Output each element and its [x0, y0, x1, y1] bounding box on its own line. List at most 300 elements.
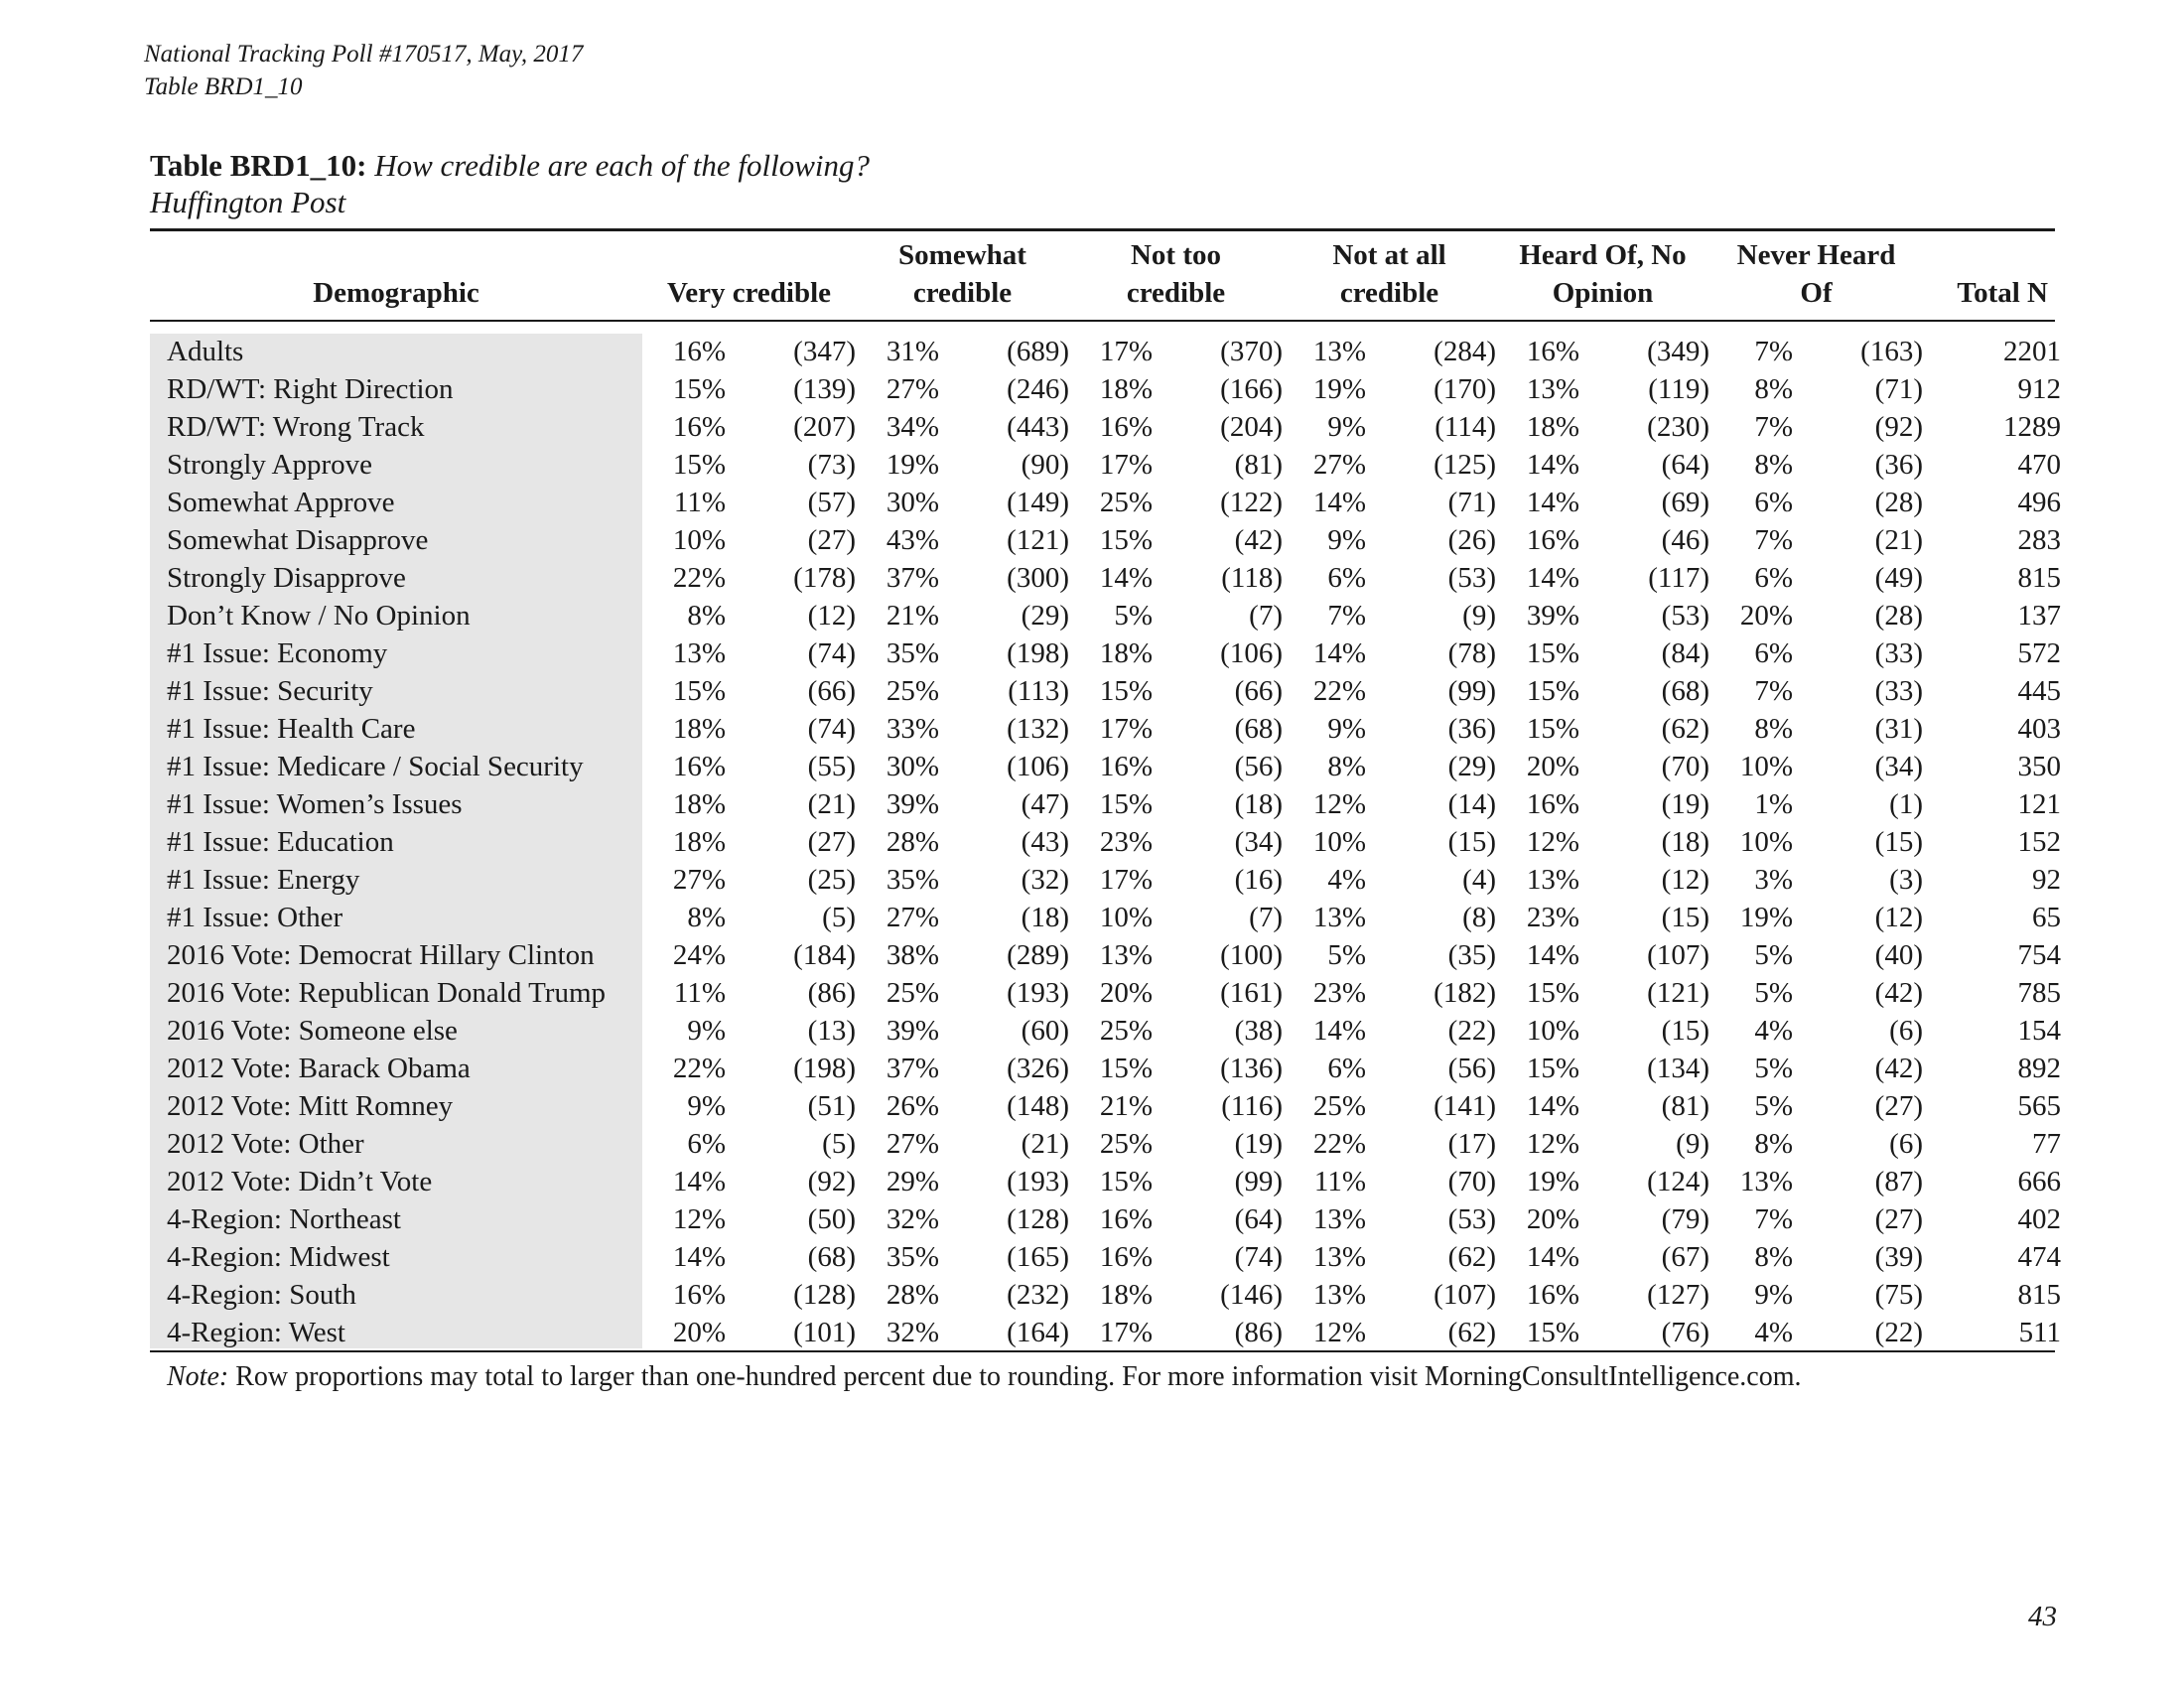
- cell-count: (166): [1220, 373, 1283, 405]
- cell-percent: 13%: [1312, 902, 1366, 933]
- cell-count: (8): [1462, 902, 1496, 933]
- cell-percent: 16%: [1526, 1279, 1579, 1311]
- cell-percent: 37%: [886, 562, 939, 594]
- cell-count: (132): [1007, 713, 1069, 745]
- cell-count: (29): [1021, 600, 1069, 632]
- cell-count: (53): [1447, 562, 1496, 594]
- cell-percent: 1%: [1754, 788, 1793, 820]
- cell-percent: 22%: [1312, 1128, 1366, 1160]
- cell-percent: 19%: [1739, 902, 1793, 933]
- cell-count: (15): [1874, 826, 1923, 858]
- cell-percent: 8%: [1754, 449, 1793, 481]
- cell-count: (64): [1661, 449, 1709, 481]
- table-row: [150, 672, 2061, 710]
- cell-percent: 15%: [1099, 1053, 1153, 1084]
- cell-total-n: 152: [2017, 826, 2061, 858]
- cell-percent: 11%: [673, 977, 726, 1009]
- table-row: [150, 1200, 2061, 1238]
- cell-count: (14): [1447, 788, 1496, 820]
- cell-percent: 14%: [672, 1241, 726, 1273]
- table-row: [150, 1125, 2061, 1163]
- cell-count: (117): [1648, 562, 1709, 594]
- cell-count: (18): [1234, 788, 1283, 820]
- table-row: [150, 446, 2061, 484]
- cell-count: (139): [793, 373, 856, 405]
- table-row: [150, 1012, 2061, 1050]
- row-label: #1 Issue: Health Care: [167, 713, 416, 745]
- cell-percent: 29%: [886, 1166, 939, 1197]
- cell-percent: 13%: [1312, 1279, 1366, 1311]
- cell-percent: 8%: [1754, 713, 1793, 745]
- cell-percent: 14%: [1526, 562, 1579, 594]
- cell-percent: 24%: [672, 939, 726, 971]
- cell-count: (21): [807, 788, 856, 820]
- row-label: #1 Issue: Security: [167, 675, 373, 707]
- cell-percent: 16%: [672, 411, 726, 443]
- cell-count: (106): [1220, 637, 1283, 669]
- cell-count: (349): [1647, 336, 1709, 367]
- cell-count: (66): [807, 675, 856, 707]
- cell-percent: 7%: [1754, 675, 1793, 707]
- cell-percent: 14%: [1526, 449, 1579, 481]
- cell-count: (87): [1874, 1166, 1923, 1197]
- cell-total-n: 121: [2017, 788, 2061, 820]
- cell-percent: 16%: [672, 336, 726, 367]
- cell-count: (56): [1447, 1053, 1496, 1084]
- cell-count: (81): [1234, 449, 1283, 481]
- cell-percent: 17%: [1099, 449, 1153, 481]
- cell-count: (119): [1648, 373, 1709, 405]
- cell-count: (64): [1234, 1203, 1283, 1235]
- cell-count: (116): [1221, 1090, 1283, 1122]
- cell-percent: 15%: [1526, 637, 1579, 669]
- cell-count: (71): [1447, 487, 1496, 518]
- cell-count: (70): [1447, 1166, 1496, 1197]
- header-demographic: Demographic: [313, 277, 479, 309]
- cell-percent: 23%: [1312, 977, 1366, 1009]
- cell-percent: 16%: [1099, 1203, 1153, 1235]
- cell-percent: 10%: [1526, 1015, 1579, 1047]
- cell-count: (165): [1007, 1241, 1069, 1273]
- cell-total-n: 666: [2017, 1166, 2061, 1197]
- row-label: Strongly Disapprove: [167, 562, 406, 594]
- cell-count: (62): [1447, 1317, 1496, 1348]
- cell-count: (370): [1220, 336, 1283, 367]
- cell-count: (9): [1462, 600, 1496, 632]
- cell-percent: 25%: [1099, 1128, 1153, 1160]
- row-label: Strongly Approve: [167, 449, 373, 481]
- cell-percent: 27%: [886, 1128, 939, 1160]
- cell-count: (36): [1447, 713, 1496, 745]
- cell-count: (193): [1007, 1166, 1069, 1197]
- cell-count: (184): [793, 939, 856, 971]
- cell-count: (43): [1021, 826, 1069, 858]
- cell-count: (69): [1661, 487, 1709, 518]
- cell-count: (7): [1249, 902, 1283, 933]
- cell-count: (86): [807, 977, 856, 1009]
- cell-percent: 6%: [1327, 562, 1366, 594]
- cell-percent: 8%: [687, 600, 726, 632]
- cell-percent: 18%: [1099, 1279, 1153, 1311]
- cell-percent: 15%: [672, 449, 726, 481]
- cell-count: (76): [1661, 1317, 1709, 1348]
- header-very-credible: Very credible: [666, 277, 832, 309]
- row-label: 2012 Vote: Didn’t Vote: [167, 1166, 433, 1197]
- header-not-at-all-credible: Not at all credible: [1332, 239, 1446, 309]
- cell-count: (40): [1874, 939, 1923, 971]
- cell-total-n: 77: [2032, 1128, 2061, 1160]
- cell-count: (62): [1661, 713, 1709, 745]
- cell-count: (79): [1661, 1203, 1709, 1235]
- cell-percent: 18%: [1099, 373, 1153, 405]
- cell-percent: 26%: [886, 1090, 939, 1122]
- table-row: [150, 1163, 2061, 1200]
- cell-count: (35): [1447, 939, 1496, 971]
- cell-percent: 25%: [886, 675, 939, 707]
- cell-percent: 38%: [886, 939, 939, 971]
- cell-count: (6): [1889, 1015, 1923, 1047]
- cell-total-n: 402: [2017, 1203, 2061, 1235]
- cell-percent: 8%: [1754, 1241, 1793, 1273]
- cell-count: (18): [1661, 826, 1709, 858]
- cell-percent: 15%: [1099, 1166, 1153, 1197]
- cell-percent: 7%: [1754, 524, 1793, 556]
- cell-percent: 18%: [672, 826, 726, 858]
- cell-count: (51): [807, 1090, 856, 1122]
- cell-percent: 8%: [1754, 1128, 1793, 1160]
- table-row: [150, 370, 2061, 408]
- cell-count: (178): [793, 562, 856, 594]
- table-row: [150, 521, 2061, 559]
- cell-count: (12): [1661, 864, 1709, 896]
- cell-count: (22): [1874, 1317, 1923, 1348]
- cell-total-n: 754: [2017, 939, 2061, 971]
- table-row: [150, 710, 2061, 748]
- cell-percent: 17%: [1099, 1317, 1153, 1348]
- note-label: Note:: [167, 1361, 229, 1392]
- cell-percent: 34%: [886, 411, 939, 443]
- cell-percent: 14%: [1526, 1090, 1579, 1122]
- cell-count: (42): [1874, 1053, 1923, 1084]
- cell-percent: 10%: [1739, 826, 1793, 858]
- cell-percent: 15%: [672, 675, 726, 707]
- cell-count: (27): [807, 826, 856, 858]
- cell-count: (18): [1021, 902, 1069, 933]
- cell-percent: 25%: [886, 977, 939, 1009]
- cell-total-n: 283: [2017, 524, 2061, 556]
- cell-percent: 18%: [1099, 637, 1153, 669]
- cell-percent: 28%: [886, 1279, 939, 1311]
- cell-percent: 7%: [1754, 411, 1793, 443]
- cell-percent: 11%: [1313, 1166, 1366, 1197]
- cell-percent: 16%: [672, 1279, 726, 1311]
- row-label: 4-Region: Northeast: [167, 1203, 401, 1235]
- cell-percent: 7%: [1754, 1203, 1793, 1235]
- cell-count: (106): [1007, 751, 1069, 782]
- cell-count: (149): [1007, 487, 1069, 518]
- cell-percent: 9%: [1327, 713, 1366, 745]
- cell-percent: 14%: [1526, 487, 1579, 518]
- cell-count: (34): [1234, 826, 1283, 858]
- table-row: [150, 899, 2061, 936]
- header-rule: [150, 320, 2055, 322]
- cell-count: (42): [1874, 977, 1923, 1009]
- note-text: Row proportions may total to larger than one-hundred percent due to rounding. For more information visit MorningConsultIntelligence.com.: [235, 1361, 1802, 1392]
- cell-count: (74): [1234, 1241, 1283, 1273]
- cell-percent: 8%: [1327, 751, 1366, 782]
- row-label: 4-Region: West: [167, 1317, 345, 1348]
- cell-count: (86): [1234, 1317, 1283, 1348]
- cell-percent: 30%: [886, 487, 939, 518]
- cell-percent: 12%: [672, 1203, 726, 1235]
- cell-percent: 18%: [1526, 411, 1579, 443]
- cell-percent: 35%: [886, 864, 939, 896]
- cell-count: (204): [1220, 411, 1283, 443]
- cell-total-n: 403: [2017, 713, 2061, 745]
- cell-total-n: 350: [2017, 751, 2061, 782]
- cell-percent: 13%: [672, 637, 726, 669]
- cell-count: (62): [1447, 1241, 1496, 1273]
- cell-count: (163): [1860, 336, 1923, 367]
- cell-percent: 12%: [1312, 788, 1366, 820]
- cell-percent: 10%: [1739, 751, 1793, 782]
- cell-count: (16): [1234, 864, 1283, 896]
- cell-count: (32): [1021, 864, 1069, 896]
- table-body: [150, 333, 2061, 1351]
- cell-count: (19): [1661, 788, 1709, 820]
- cell-percent: 19%: [886, 449, 939, 481]
- cell-percent: 27%: [672, 864, 726, 896]
- cell-percent: 15%: [1526, 713, 1579, 745]
- cell-count: (198): [793, 1053, 856, 1084]
- cell-percent: 14%: [1312, 487, 1366, 518]
- poll-name: National Tracking Poll #170517, May, 2017: [144, 41, 584, 68]
- table-row: [150, 634, 2061, 672]
- cell-percent: 20%: [672, 1317, 726, 1348]
- table-row: [150, 1087, 2061, 1125]
- cell-percent: 9%: [687, 1015, 726, 1047]
- table-row: [150, 1276, 2061, 1314]
- cell-count: (57): [807, 487, 856, 518]
- cell-count: (33): [1874, 675, 1923, 707]
- table-row: [150, 1050, 2061, 1087]
- cell-count: (74): [807, 637, 856, 669]
- cell-count: (284): [1433, 336, 1496, 367]
- cell-percent: 16%: [672, 751, 726, 782]
- table-row: [150, 1314, 2061, 1351]
- cell-count: (13): [807, 1015, 856, 1047]
- cell-total-n: 92: [2032, 864, 2061, 896]
- cell-count: (121): [1647, 977, 1709, 1009]
- cell-percent: 14%: [1526, 939, 1579, 971]
- row-label: #1 Issue: Women’s Issues: [167, 788, 463, 820]
- table-row: [150, 748, 2061, 785]
- cell-count: (56): [1234, 751, 1283, 782]
- cell-percent: 10%: [1312, 826, 1366, 858]
- cell-count: (5): [822, 902, 856, 933]
- cell-count: (246): [1007, 373, 1069, 405]
- cell-percent: 9%: [1327, 411, 1366, 443]
- cell-total-n: 565: [2017, 1090, 2061, 1122]
- cell-percent: 27%: [1312, 449, 1366, 481]
- cell-total-n: 154: [2017, 1015, 2061, 1047]
- cell-count: (67): [1661, 1241, 1709, 1273]
- cell-percent: 16%: [1099, 411, 1153, 443]
- table-row: [150, 597, 2061, 634]
- cell-percent: 15%: [672, 373, 726, 405]
- cell-count: (33): [1874, 637, 1923, 669]
- cell-percent: 5%: [1754, 939, 1793, 971]
- cell-count: (4): [1462, 864, 1496, 896]
- cell-count: (21): [1874, 524, 1923, 556]
- cell-count: (19): [1234, 1128, 1283, 1160]
- row-label: 4-Region: Midwest: [167, 1241, 390, 1273]
- cell-count: (347): [793, 336, 856, 367]
- cell-percent: 39%: [886, 1015, 939, 1047]
- cell-count: (113): [1008, 675, 1069, 707]
- cell-count: (230): [1647, 411, 1709, 443]
- cell-count: (21): [1021, 1128, 1069, 1160]
- cell-count: (170): [1433, 373, 1496, 405]
- cell-count: (182): [1433, 977, 1496, 1009]
- cell-count: (198): [1007, 637, 1069, 669]
- cell-total-n: 445: [2017, 675, 2061, 707]
- cell-count: (55): [807, 751, 856, 782]
- cell-percent: 15%: [1099, 788, 1153, 820]
- cell-count: (29): [1447, 751, 1496, 782]
- cell-percent: 15%: [1526, 977, 1579, 1009]
- cell-percent: 7%: [1327, 600, 1366, 632]
- cell-total-n: 137: [2017, 600, 2061, 632]
- cell-percent: 18%: [672, 788, 726, 820]
- cell-percent: 43%: [886, 524, 939, 556]
- cell-percent: 22%: [672, 562, 726, 594]
- cell-count: (42): [1234, 524, 1283, 556]
- cell-percent: 13%: [1312, 1203, 1366, 1235]
- cell-percent: 31%: [886, 336, 939, 367]
- cell-count: (17): [1447, 1128, 1496, 1160]
- cell-count: (15): [1447, 826, 1496, 858]
- cell-percent: 12%: [1526, 1128, 1579, 1160]
- cell-count: (289): [1007, 939, 1069, 971]
- cell-count: (15): [1661, 902, 1709, 933]
- cell-total-n: 815: [2017, 562, 2061, 594]
- cell-count: (84): [1661, 637, 1709, 669]
- cell-count: (300): [1007, 562, 1069, 594]
- table-row: [150, 861, 2061, 899]
- cell-percent: 9%: [687, 1090, 726, 1122]
- row-label: #1 Issue: Other: [167, 902, 343, 933]
- cell-count: (7): [1249, 600, 1283, 632]
- table-row: [150, 936, 2061, 974]
- cell-percent: 13%: [1526, 373, 1579, 405]
- cell-count: (49): [1874, 562, 1923, 594]
- row-label: #1 Issue: Economy: [167, 637, 388, 669]
- cell-count: (68): [1661, 675, 1709, 707]
- cell-percent: 15%: [1099, 675, 1153, 707]
- table-row: [150, 823, 2061, 861]
- table-row: [150, 333, 2061, 370]
- cell-count: (232): [1007, 1279, 1069, 1311]
- cell-percent: 8%: [687, 902, 726, 933]
- cell-percent: 32%: [886, 1317, 939, 1348]
- cell-percent: 5%: [1754, 1090, 1793, 1122]
- cell-count: (1): [1889, 788, 1923, 820]
- cell-count: (15): [1661, 1015, 1709, 1047]
- row-label: 4-Region: South: [167, 1279, 356, 1311]
- cell-count: (71): [1874, 373, 1923, 405]
- row-label: #1 Issue: Education: [167, 826, 394, 858]
- table-row: [150, 1238, 2061, 1276]
- cell-percent: 11%: [673, 487, 726, 518]
- cell-count: (443): [1007, 411, 1069, 443]
- row-label: 2016 Vote: Republican Donald Trump: [167, 977, 606, 1009]
- cell-count: (141): [1433, 1090, 1496, 1122]
- cell-total-n: 511: [2018, 1317, 2061, 1348]
- cell-percent: 13%: [1526, 864, 1579, 896]
- cell-percent: 16%: [1526, 524, 1579, 556]
- cell-count: (92): [807, 1166, 856, 1197]
- cell-percent: 17%: [1099, 864, 1153, 896]
- cell-total-n: 785: [2017, 977, 2061, 1009]
- row-label: #1 Issue: Energy: [167, 864, 360, 896]
- cell-count: (50): [807, 1203, 856, 1235]
- cell-total-n: 912: [2017, 373, 2061, 405]
- cell-percent: 33%: [886, 713, 939, 745]
- cell-percent: 4%: [1754, 1015, 1793, 1047]
- cell-count: (90): [1021, 449, 1069, 481]
- cell-percent: 28%: [886, 826, 939, 858]
- cell-count: (46): [1661, 524, 1709, 556]
- cell-percent: 6%: [1327, 1053, 1366, 1084]
- cell-count: (5): [822, 1128, 856, 1160]
- cell-count: (101): [793, 1317, 856, 1348]
- cell-percent: 6%: [687, 1128, 726, 1160]
- cell-count: (99): [1234, 1166, 1283, 1197]
- cell-count: (3): [1889, 864, 1923, 896]
- cell-percent: 16%: [1099, 751, 1153, 782]
- table-row: [150, 785, 2061, 823]
- cell-percent: 37%: [886, 1053, 939, 1084]
- cell-count: (31): [1874, 713, 1923, 745]
- cell-percent: 6%: [1754, 637, 1793, 669]
- cell-count: (75): [1874, 1279, 1923, 1311]
- cell-percent: 5%: [1754, 977, 1793, 1009]
- cell-percent: 22%: [1312, 675, 1366, 707]
- cell-percent: 13%: [1312, 1241, 1366, 1273]
- row-label: 2012 Vote: Mitt Romney: [167, 1090, 454, 1122]
- cell-percent: 27%: [886, 902, 939, 933]
- table-id: Table BRD1_10: [144, 73, 303, 100]
- cell-percent: 35%: [886, 637, 939, 669]
- cell-percent: 19%: [1312, 373, 1366, 405]
- cell-percent: 15%: [1099, 524, 1153, 556]
- cell-percent: 23%: [1526, 902, 1579, 933]
- cell-percent: 39%: [1526, 600, 1579, 632]
- cell-percent: 17%: [1099, 336, 1153, 367]
- cell-percent: 20%: [1099, 977, 1153, 1009]
- cell-count: (53): [1661, 600, 1709, 632]
- cell-count: (26): [1447, 524, 1496, 556]
- header-heard-of-no-opinion: Heard Of, No Opinion: [1519, 239, 1687, 309]
- row-label: RD/WT: Right Direction: [167, 373, 454, 405]
- table-note: [167, 1358, 1802, 1396]
- cell-count: (12): [1874, 902, 1923, 933]
- cell-percent: 14%: [1312, 1015, 1366, 1047]
- cell-count: (193): [1007, 977, 1069, 1009]
- cell-count: (107): [1433, 1279, 1496, 1311]
- cell-percent: 5%: [1754, 1053, 1793, 1084]
